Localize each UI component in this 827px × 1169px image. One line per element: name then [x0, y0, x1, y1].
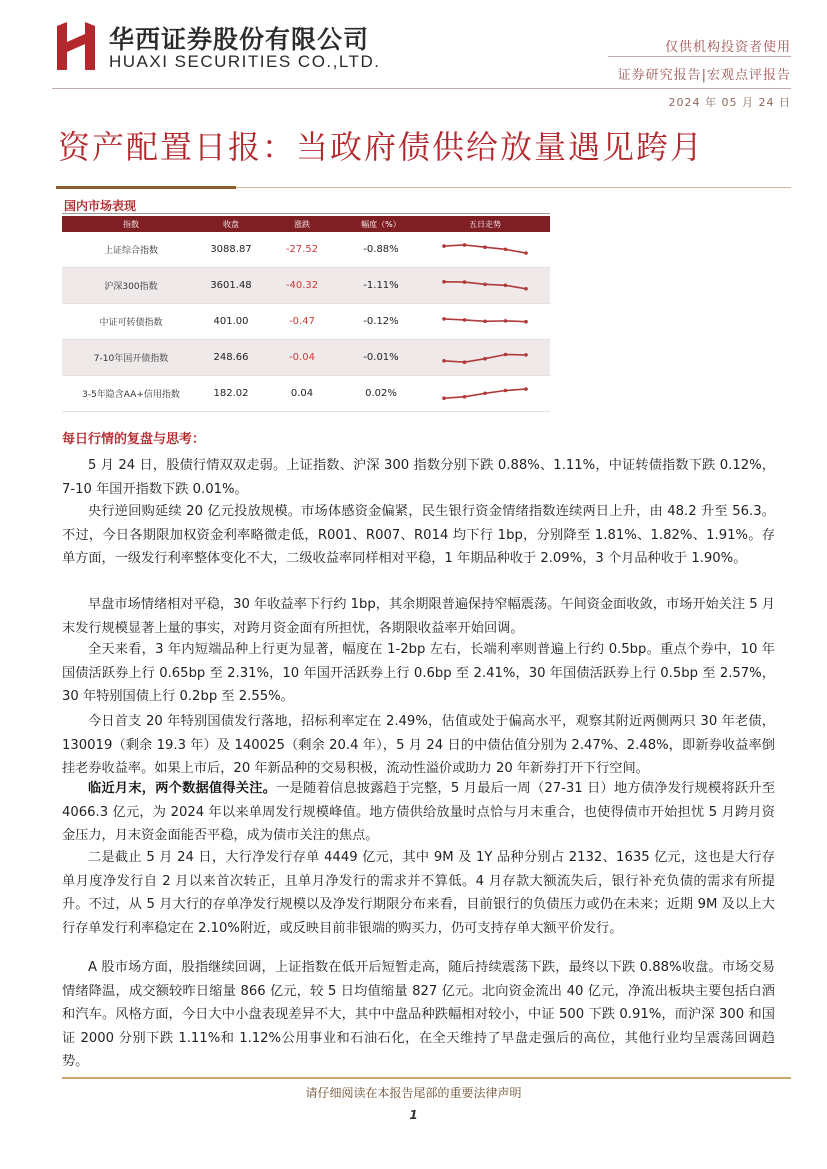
sparkline-point: [442, 317, 446, 321]
sparkline-point: [504, 319, 508, 323]
paragraph-lead: 临近月末，两个数据值得关注。: [88, 781, 277, 796]
sparkline-point: [442, 396, 446, 400]
paragraph-text: 一是随着信息披露趋于完整，5 月最后一周（27-31 日）地方债净发行规模将跃升至 4066.3 亿元，为 2024 年以来单周发行规模峰值。地方债供给放量时点恰与月末重合，也使得债市开始担忧 5 月跨月资金压力，月末资金面能否平稳，成为债市关注的焦点。: [62, 781, 776, 843]
table-row: [62, 232, 550, 268]
column-header-close: 收盘: [223, 219, 239, 229]
index-close: 3601.48: [210, 280, 252, 291]
sparkline-point: [483, 391, 487, 395]
trend-sparkline: [440, 276, 530, 296]
paragraph-text: 全天来看，3 年内短端品种上行更为显著，幅度在 1-2bp 左右，长端利率则普遍上行约 0.5bp。重点个券中，10 年国债活跃券上行 0.65bp 至 2.31%，10 年国开活跃券上行 0.6bp 至 2.41%，30 年国债活跃券上行 0.5bp 至 2.57%，30 年特别国债上行 0.2bp 至 2.55%。: [62, 642, 775, 704]
paragraph: [62, 777, 775, 848]
index-name: 中证可转债指数: [99, 318, 163, 328]
index-change: -0.47: [289, 316, 315, 327]
index-close: 248.66: [213, 352, 249, 363]
index-close: 182.02: [213, 388, 249, 399]
title-divider-accent: [56, 186, 236, 189]
index-name: 7-10年国开债指数: [93, 354, 169, 364]
sparkline-point: [504, 388, 508, 392]
sparkline-point: [524, 387, 528, 391]
sparkline-point: [524, 353, 528, 357]
header-divider-bottom: [52, 88, 791, 89]
sparkline-point: [463, 395, 467, 399]
audience-note: 仅供机构投资者使用: [664, 40, 791, 55]
report-type: 证券研究报告|宏观点评报告: [617, 68, 791, 83]
paragraph-text: 早盘市场情绪相对平稳，30 年收益率下行约 1bp，其余期限普遍保持窄幅震荡。午间资金面收敛，市场开始关注 5 月末发行规模显著上量的事实，对跨月资金面有所担忧，各期限收益率开始回调。: [62, 597, 775, 636]
index-name: 沪深300指数: [104, 282, 158, 292]
sparkline-point: [463, 280, 467, 284]
page-number: 1: [409, 1108, 418, 1122]
table-row: [62, 340, 550, 376]
sparkline-point: [442, 244, 446, 248]
index-pct: -0.01%: [363, 352, 399, 363]
footer-divider: [62, 1077, 791, 1079]
page-title: 资产配置日报：当政府债供给放量遇见跨月: [58, 128, 705, 166]
sparkline-point: [504, 352, 508, 356]
paragraph-text: 二是截止 5 月 24 日，大行净发行存单 4449 亿元，其中 9M 及 1Y 品种分别占 2132、1635 亿元，这也是大行存单月度净发行自 2 月以来首次转正，且单月净发行的需求并不算低。4 月存款大额流失后，银行补充负债的需求有所提升。不过，从 5 月大行的存单净发行规模以及净发行期限分布来看，目前银行的负债压力或仍在未来；近期 9M 及以上大行存单发行利率稳定在 2.10%附近，或反映目前非银端的购买力，仍可支持存单大额平价发行。: [62, 850, 775, 936]
index-close: 3088.87: [210, 244, 252, 255]
legal-disclaimer-note: 请仔细阅读在本报告尾部的重要法律声明: [305, 1086, 522, 1100]
sparkline-point: [463, 360, 467, 364]
sparkline-point: [442, 280, 446, 284]
paragraph: [62, 500, 775, 571]
index-pct: -0.88%: [363, 244, 399, 255]
index-close: 401.00: [213, 316, 249, 327]
index-pct: -0.12%: [363, 316, 399, 327]
sparkline-point: [483, 245, 487, 249]
paragraph: [62, 846, 775, 940]
sparkline-point: [463, 243, 467, 247]
sparkline-point: [524, 287, 528, 291]
index-name: 3-5年隐含AA+信用指数: [82, 390, 180, 400]
sparkline-point: [524, 319, 528, 323]
header-divider: [608, 56, 791, 57]
market-table-title-rule: [62, 213, 550, 214]
sparkline-point: [463, 318, 467, 322]
table-row: [62, 268, 550, 304]
huaxi-logo-icon: [55, 20, 97, 72]
column-header-trend: 五日走势: [469, 219, 501, 229]
index-change: -40.32: [285, 280, 319, 291]
index-name: 上证综合指数: [103, 246, 158, 256]
index-pct: -1.11%: [363, 280, 399, 291]
trend-sparkline: [440, 240, 530, 260]
paragraph: [62, 956, 775, 1074]
sparkline-point: [483, 319, 487, 323]
sparkline-point: [483, 282, 487, 286]
trend-sparkline: [440, 348, 530, 368]
paragraph: [62, 638, 775, 709]
report-date: 2024 年 05 月 24 日: [668, 96, 791, 109]
sparkline-point: [504, 283, 508, 287]
column-header-change: 涨跌: [294, 219, 310, 229]
paragraph-text: A 股市场方面，股指继续回调，上证指数在低开后短暂走高，随后持续震荡下跌，最终以下跌 0.88%收盘。市场交易情绪降温，成交额较昨日缩量 866 亿元，较 5 日均值缩量 827 亿元。北向资金流出 40 亿元，净流出板块主要包括白酒和汽车。风格方面，今日大中小盘表现差异不大，其中中盘品种跌幅相对较小，中证 500 下跌 0.91%，而沪深 300 和国证 2000 分别下跌 1.11%和 1.12%公用事业和石油石化，在全天维持了早盘走强后的高位，其他行业均呈震荡回调趋势。: [62, 960, 775, 1069]
index-change: -0.04: [289, 352, 315, 363]
paragraph-text: 央行逆回购延续 20 亿元投放规模。市场体感资金偏紧，民生银行资金情绪指数连续两日上升，由 48.2 升至 56.3。不过，今日各期限加权资金利率略微走低，R001、R007、R014 均下行 1bp，分别降至 1.81%、1.82%、1.91%。存单方面，一级发行利率整体变化不大，二级收益率同样相对平稳，1 年期品种收于 2.09%，3 个月品种收于 1.90%。: [62, 504, 775, 566]
market-table: [62, 216, 550, 412]
index-change: -27.52: [285, 244, 319, 255]
paragraph: [62, 710, 775, 781]
market-table-title: 国内市场表现: [64, 199, 137, 213]
sparkline-point: [504, 247, 508, 251]
index-pct: 0.02%: [365, 388, 397, 399]
paragraph-text: 今日首支 20 年特别国债发行落地，招标利率定在 2.49%，估值或处于偏高水平，观察其附近两侧两只 30 年老债，130019（剩余 19.3 年）及 140025（剩余 20.4 年），5 月 24 日的中债估值分别为 2.47%、2.48%，即新券收益率倒挂老券收益率。如果上市后，20 年新品种的交易积极，流动性溢价或助力 20 年新券打开下行空间。: [62, 714, 775, 776]
company-name-cn: 华西证券股份有限公司: [109, 25, 370, 54]
paragraph: [62, 454, 775, 501]
trend-sparkline: [440, 384, 530, 404]
table-row: [62, 304, 550, 340]
company-name-en: HUAXI SECURITIES CO.,LTD.: [109, 52, 381, 71]
table-row: [62, 376, 550, 412]
market-table-header: [62, 216, 550, 232]
sparkline-point: [483, 356, 487, 360]
paragraph: [62, 593, 775, 640]
column-header-pct: 幅度（%）: [361, 219, 401, 229]
paragraph-text: 5 月 24 日，股债行情双双走弱。上证指数、沪深 300 指数分别下跌 0.88%、1.11%，中证转债指数下跌 0.12%，7-10 年国开指数下跌 0.01%。: [62, 458, 775, 497]
sparkline-point: [524, 251, 528, 255]
index-change: 0.04: [290, 388, 314, 399]
section-heading: 每日行情的复盘与思考：: [62, 432, 206, 447]
column-header-index: 指数: [123, 219, 139, 229]
sparkline-point: [442, 359, 446, 363]
trend-sparkline: [440, 312, 530, 332]
